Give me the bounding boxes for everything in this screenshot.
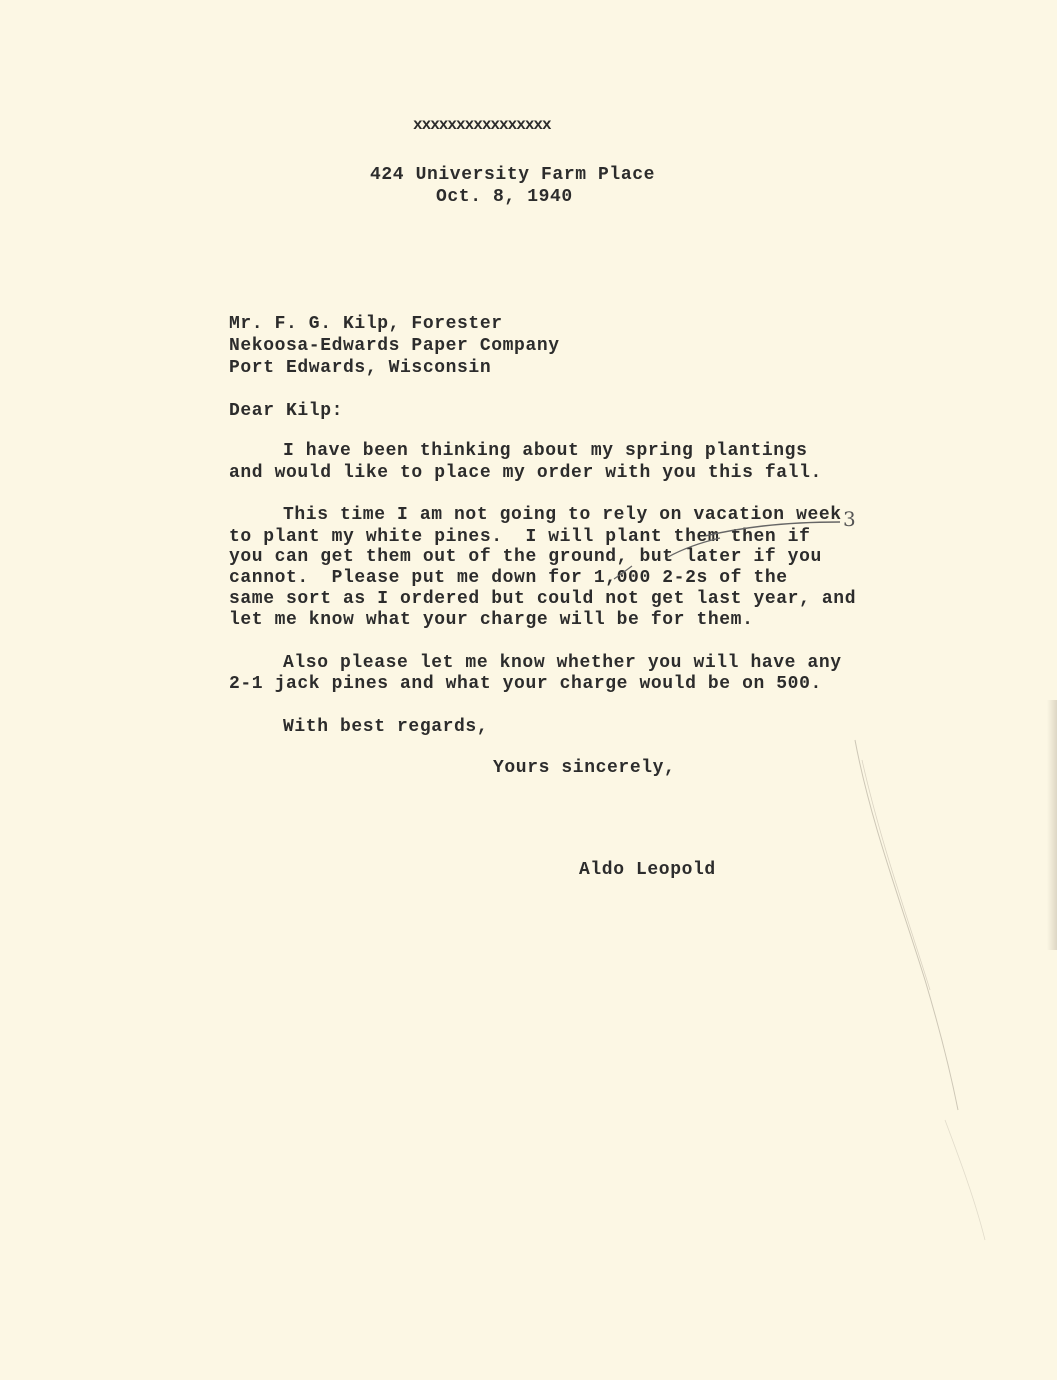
salutation: Dear Kilp: <box>229 401 344 421</box>
paragraph-2-line-1: This time I am not going to rely on vacation week <box>283 505 842 525</box>
paragraph-2-line-4: cannot. Please put me down for 1,000 2-2s of the <box>229 568 788 588</box>
closing: Yours sincerely, <box>493 758 676 778</box>
sender-address: 424 University Farm Place <box>370 165 656 185</box>
page-edge-shadow <box>1047 700 1057 950</box>
recipient-company: Nekoosa-Edwards Paper Company <box>229 336 560 356</box>
margin-note: 3 <box>843 507 856 531</box>
paragraph-1-line-1: I have been thinking about my spring plantings <box>283 441 808 461</box>
paragraph-1-line-2: and would like to place my order with you this fall. <box>229 463 822 483</box>
recipient-location: Port Edwards, Wisconsin <box>229 358 492 378</box>
signature-name: Aldo Leopold <box>579 860 716 880</box>
paragraph-3-line-2: 2-1 jack pines and what your charge would be on 500. <box>229 674 822 694</box>
paragraph-2-line-2: to plant my white pines. I will plant them then if <box>229 527 811 547</box>
struck-header-line: xxxxxxxxxxxxxxxx <box>413 116 551 134</box>
paragraph-3-line-1: Also please let me know whether you will have any <box>283 653 842 673</box>
letter-date: Oct. 8, 1940 <box>436 187 573 207</box>
closing-regards: With best regards, <box>283 717 489 737</box>
paragraph-2-line-3: you can get them out of the ground, but later if you <box>229 547 822 567</box>
paragraph-2-line-6: let me know what your charge will be for them. <box>229 610 754 630</box>
recipient-name: Mr. F. G. Kilp, Forester <box>229 314 503 334</box>
paragraph-2-line-5: same sort as I ordered but could not get last year, and <box>229 589 857 609</box>
